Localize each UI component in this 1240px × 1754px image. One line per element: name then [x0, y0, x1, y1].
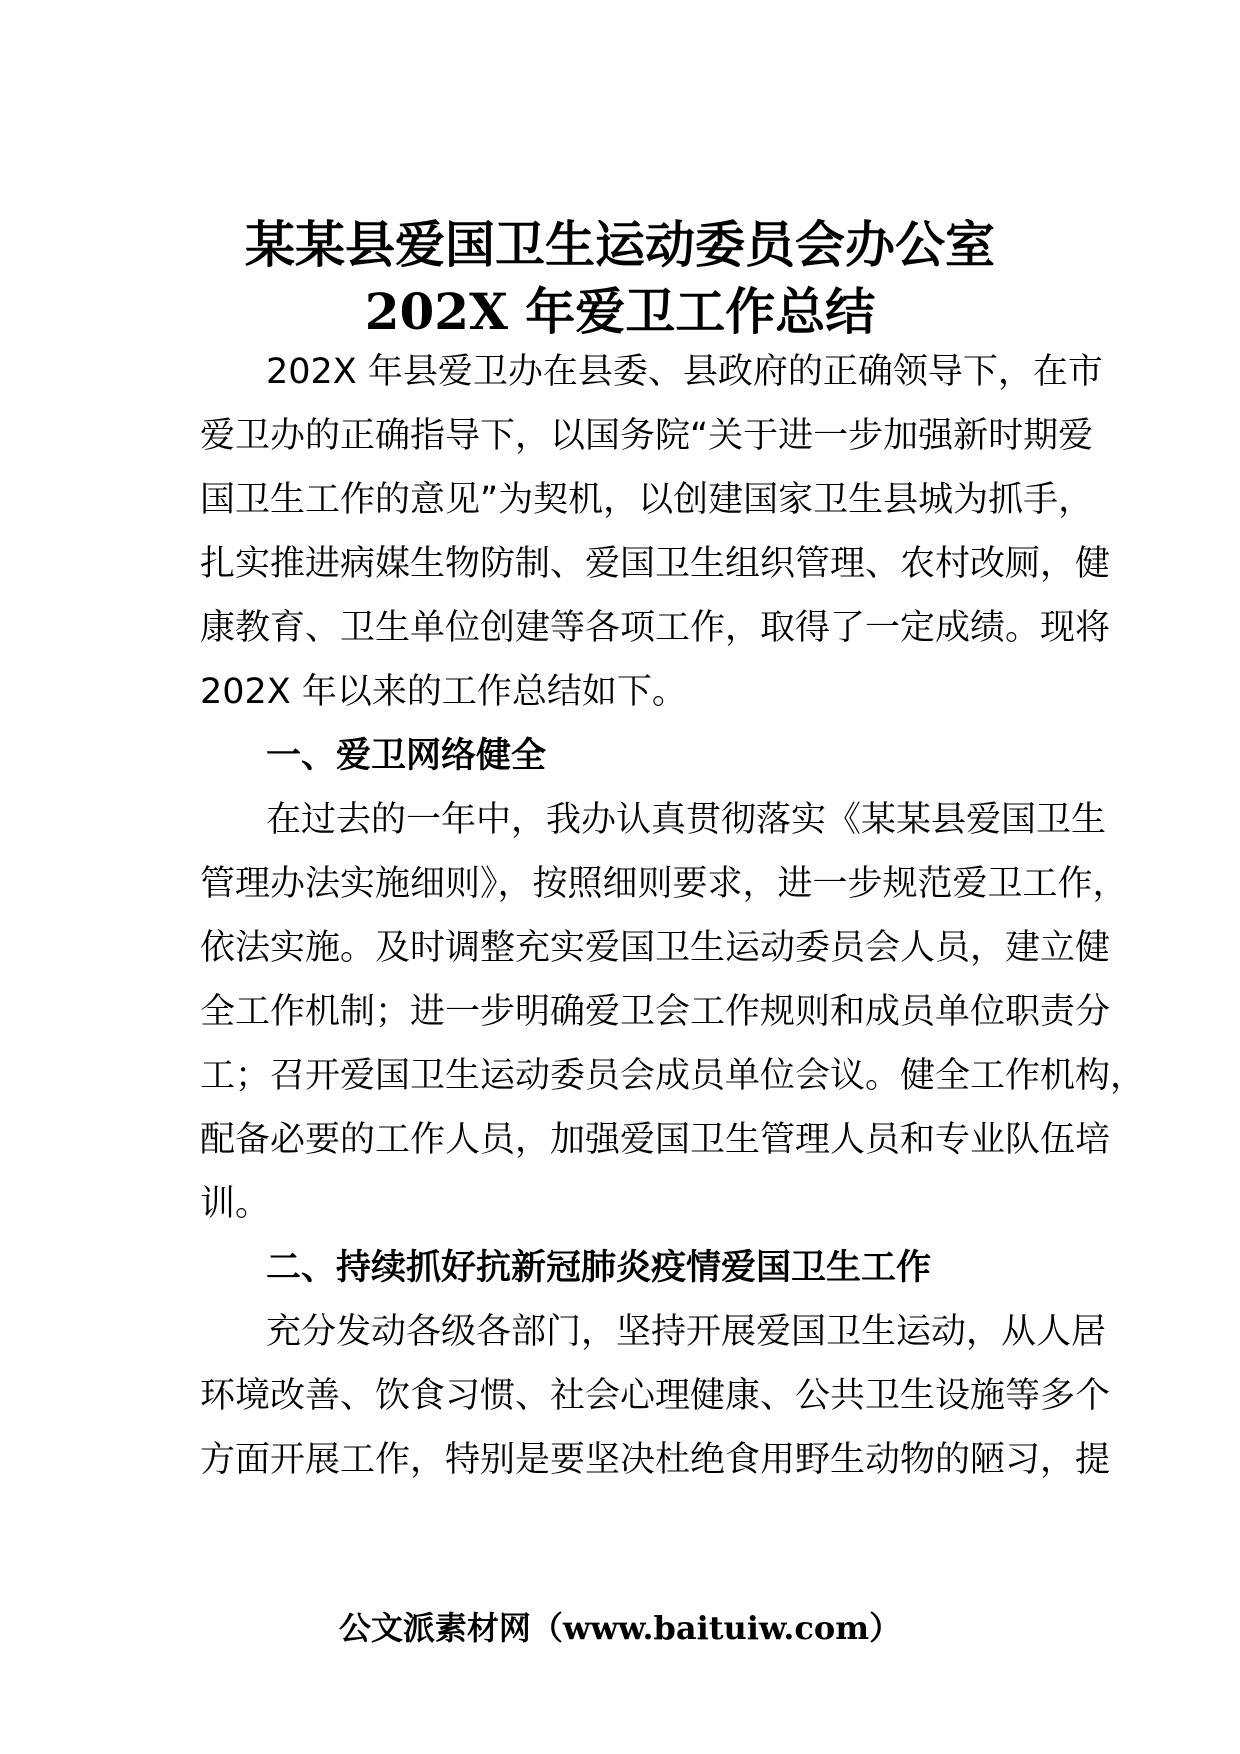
section1-paragraph-line: 训。: [200, 1184, 271, 1224]
section2-paragraph-line: 充分发动各级各部门，坚持开展爱国卫生运动，从人居: [266, 1312, 1107, 1352]
intro-paragraph-line: 康教育、卫生单位创建等各项工作，取得了一定成绩。现将: [200, 608, 1111, 648]
footer-watermark-text: 公文派素材网（www.baituiw.com）: [338, 1609, 902, 1647]
intro-paragraph-line: 国卫生工作的意见”为契机，以创建国家卫生县城为抓手，: [200, 480, 1094, 520]
document-title-line2: 202X 年爱卫工作总结: [364, 282, 876, 341]
section1-paragraph-line: 在过去的一年中，我办认真贯彻落实《某某县爱国卫生: [266, 800, 1107, 840]
intro-paragraph-line: 扎实推进病媒生物防制、爱国卫生组织管理、农村改厕，健: [200, 544, 1111, 584]
section2-paragraph-line: 方面开展工作，特别是要坚决杜绝食用野生动物的陋习，提: [200, 1440, 1111, 1480]
section1-paragraph-line: 配备必要的工作人员，加强爱国卫生管理人员和专业队伍培: [200, 1120, 1111, 1160]
document-body: [200, 340, 1146, 1492]
section1-heading: 一、爱卫网络健全: [266, 736, 547, 776]
section1-paragraph-line: 全工作机制；进一步明确爱卫会工作规则和成员单位职责分: [200, 992, 1111, 1032]
section2-heading: 二、持续抓好抗新冠肺炎疫情爱国卫生工作: [266, 1248, 932, 1288]
intro-paragraph-line: 202X 年以来的工作总结如下。: [200, 672, 687, 712]
document-title-line1: 某某县爱国卫生运动委员会办公室: [245, 215, 995, 274]
intro-paragraph-line: 202X 年县爱卫办在县委、县政府的正确领导下，在市: [266, 352, 1103, 392]
section2-paragraph-line: 环境改善、饮食习惯、社会心理健康、公共卫生设施等多个: [200, 1376, 1111, 1416]
section1-paragraph-line: 工；召开爱国卫生运动委员会成员单位会议。健全工作机构，: [200, 1056, 1146, 1096]
section1-paragraph-line: 依法实施。及时调整充实爱国卫生运动委员会人员，建立健: [200, 928, 1111, 968]
intro-paragraph-line: 爱卫办的正确指导下，以国务院“关于进一步加强新时期爱: [200, 416, 1094, 456]
section1-paragraph-line: 管理办法实施细则》，按照细则要求，进一步规范爱卫工作，: [200, 864, 1128, 904]
